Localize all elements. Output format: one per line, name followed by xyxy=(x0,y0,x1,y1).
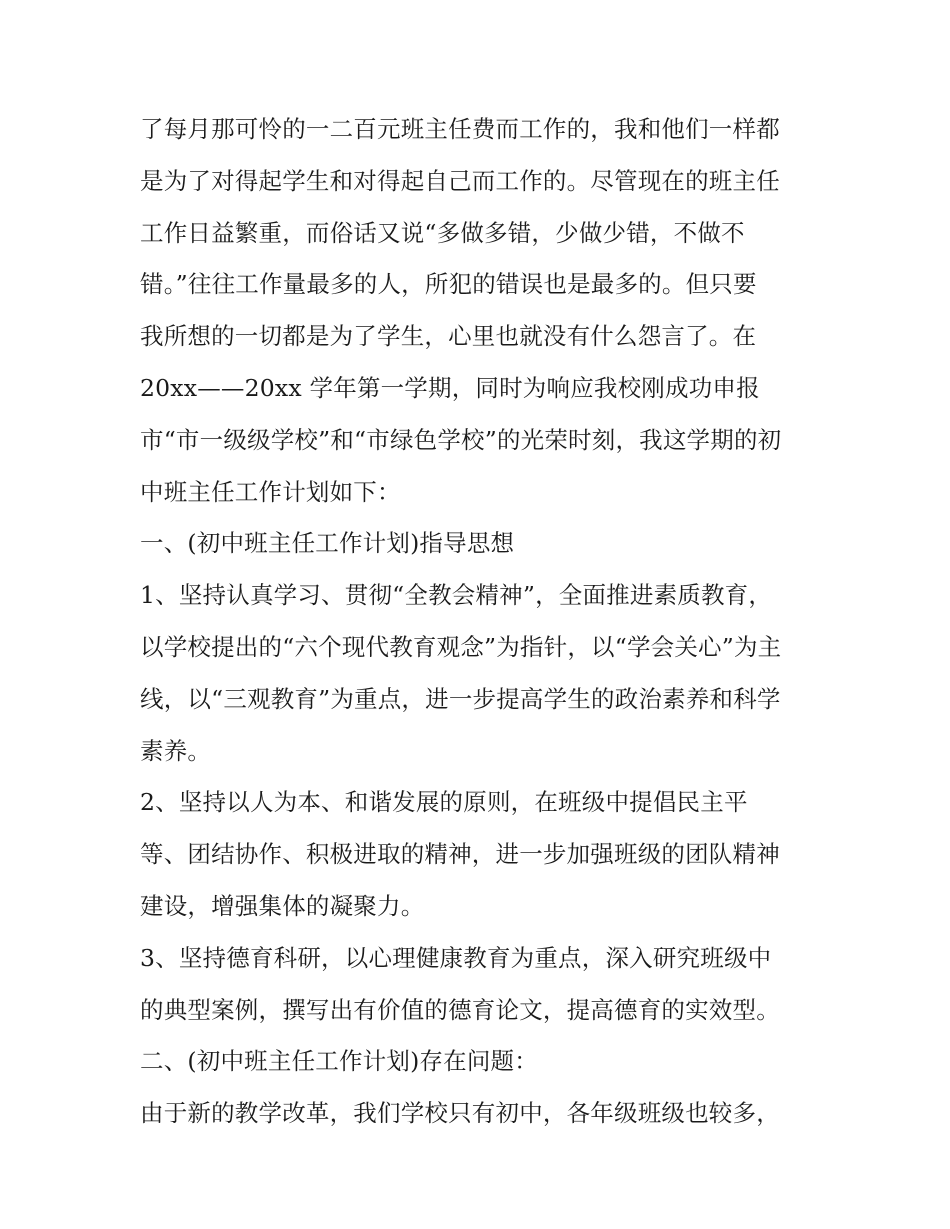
text-line: 中班主任工作计划如下： xyxy=(140,477,401,506)
text-line: 是为了对得起学生和对得起自己而工作的。尽管现在的班主任 xyxy=(140,166,780,195)
text-line: 等、团结协作、积极进取的精神，进一步加强班级的团队精神 xyxy=(140,840,780,869)
text-line: 2、坚持以人为本、和谐发展的原则，在班级中提倡民主平 xyxy=(140,788,748,817)
section-heading: 一、(初中班主任工作计划)指导思想 xyxy=(140,529,515,558)
text-line: 工作日益繁重，而俗话又说“多做多错，少做少错，不做不 xyxy=(140,218,745,247)
text-line: 线，以“三观教育”为重点，进一步提高学生的政治素养和科学 xyxy=(140,684,781,713)
section-heading: 二、(初中班主任工作计划)存在问题： xyxy=(140,1047,538,1076)
text-line: 3、坚持德育科研，以心理健康教育为重点，深入研究班级中 xyxy=(140,943,772,972)
text-line: 由于新的教学改革，我们学校只有初中，各年级班级也较多， xyxy=(140,1099,780,1128)
body-text xyxy=(140,104,830,1140)
text-line: 素养。 xyxy=(140,736,212,765)
text-line: 错。”往往工作量最多的人，所犯的错误也是最多的。但只要 xyxy=(140,270,757,299)
text-line: 了每月那可怜的一二百元班主任费而工作的，我和他们一样都 xyxy=(140,115,780,143)
text-line: 20xx——20xx 学年第一学期，同时为响应我校刚成功申报 xyxy=(140,373,760,402)
text-line: 市“市一级级学校”和“市绿色学校”的光荣时刻，我这学期的初 xyxy=(140,425,782,454)
text-line: 的典型案例，撰写出有价值的德育论文，提高德育的实效型。 xyxy=(140,995,780,1024)
text-line: 以学校提出的“六个现代教育观念”为指针，以“学会关心”为主 xyxy=(140,632,782,661)
text-line: 建设，增强集体的凝聚力。 xyxy=(140,891,425,920)
text-line: 1、坚持认真学习、贯彻“全教会精神”，全面推进素质教育， xyxy=(140,581,773,610)
text-line: 我所想的一切都是为了学生，心里也就没有什么怨言了。在 xyxy=(140,322,757,351)
